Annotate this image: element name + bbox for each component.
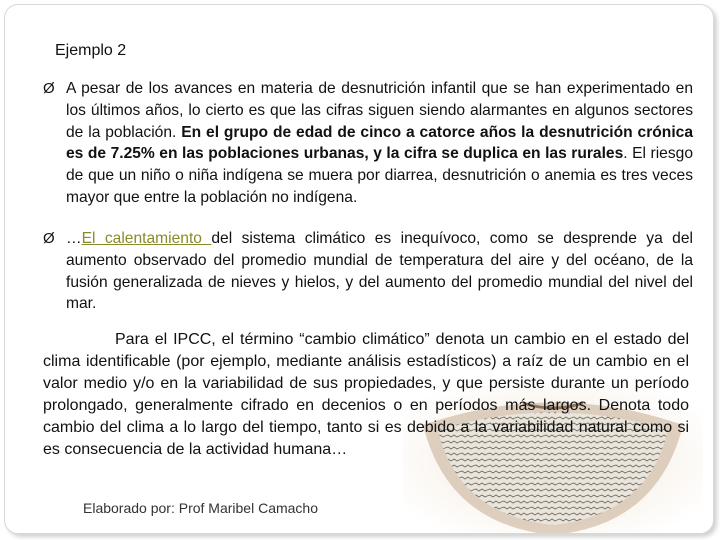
ipcc-paragraph <box>43 329 689 461</box>
warming-link[interactable]: El calentamiento <box>81 230 212 247</box>
bullet-prefix: … <box>66 230 82 247</box>
bullet-text: . El riesgo de que un niño o niña indígena se muera por diarrea, desnutrición o anemia es tres veces mayor que entre la población no indígena. <box>66 145 694 206</box>
bullet-item-malnutrition <box>43 78 693 228</box>
bullet-list <box>43 78 693 315</box>
arrow-bullet-icon: Ø <box>43 230 55 247</box>
bullet-item-warming <box>43 228 693 315</box>
author-credit: Elaborado por: Prof Maribel Camacho <box>83 500 319 516</box>
bullet-text-bold: En el grupo de edad de cinco a catorce años la desnutrición crónica es de 7.25% en las poblaciones urbanas, y la cifra se duplica en las rurales <box>66 123 693 163</box>
bullet-text: A pesar de los avances en materia de desnutrición infantil que se han experimentado en los últimos años, lo cierto es que las cifras siguen siendo alarmantes en algunos sectores de la población. <box>66 80 693 141</box>
slide <box>4 4 714 534</box>
bullet-text: del sistema climático es inequívoco, como se desprende ya del aumento observado del promedio mundial de temperatura del aire y del océano, de la fusión generalizada de nieves y hielos, y del aumento del promedio mundial del nivel del mar. <box>66 230 693 313</box>
paragraph-text: Para el IPCC, el término “cambio climático” denota un cambio en el estado del clima identificable (por ejemplo, mediante análisis estadísticos) a raíz de un cambio en el valor medio y/o en la variabilidad de sus propiedades, y que persiste durante un período prolongado, generalmente cifrado en decenios o en períodos más largos. Denota todo cambio del clima a lo largo del tiempo, tanto si es debido a la variabilidad natural como si es consecuencia de la actividad humana… <box>43 331 689 458</box>
slide-title: Ejemplo 2 <box>55 42 127 59</box>
arrow-bullet-icon: Ø <box>43 80 55 97</box>
